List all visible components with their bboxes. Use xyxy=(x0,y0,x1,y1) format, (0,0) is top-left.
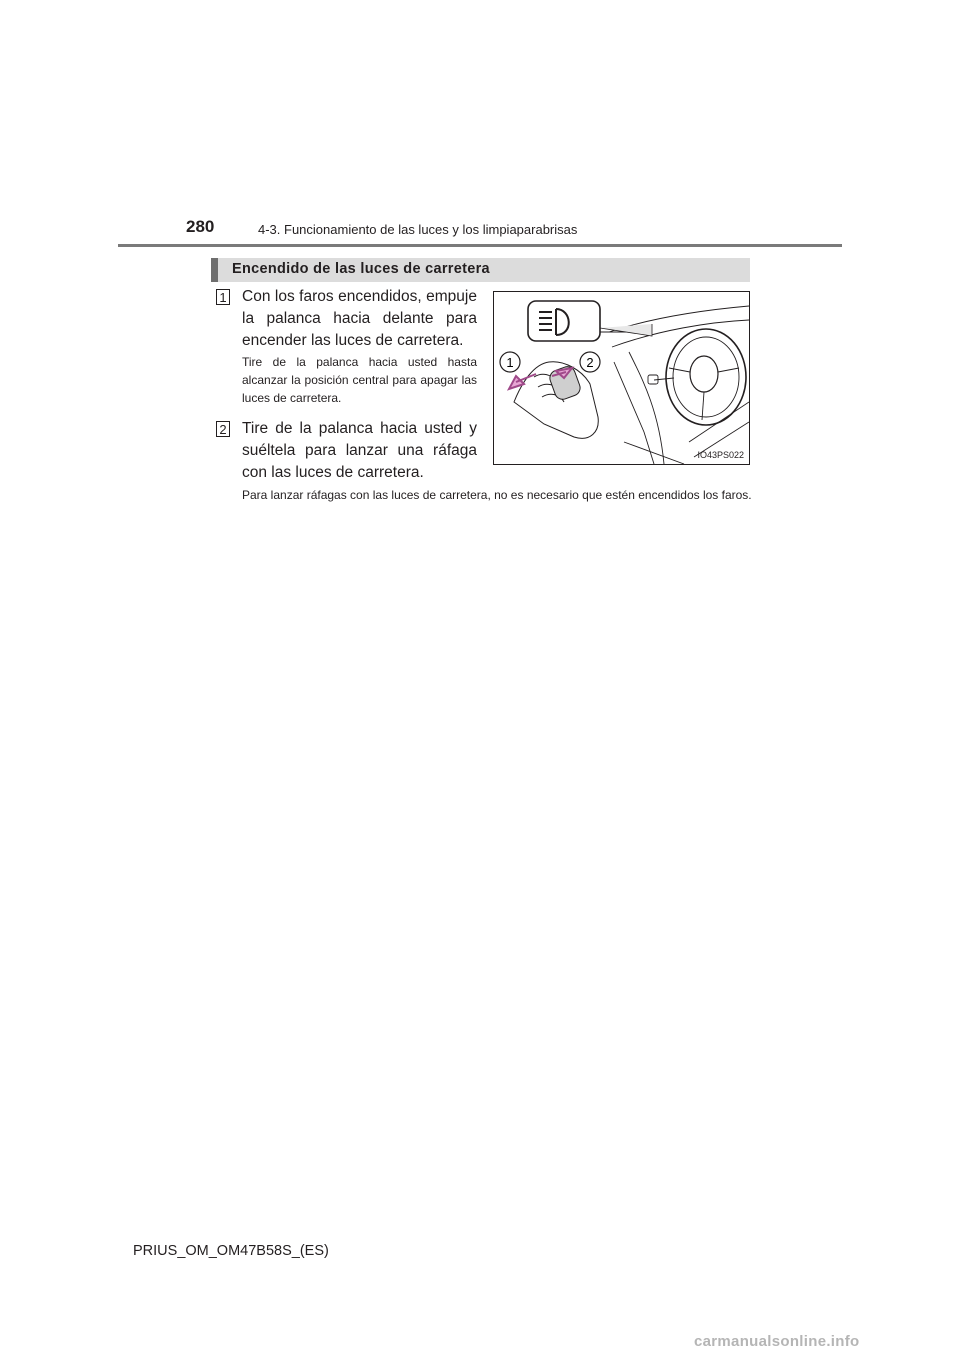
step-1-note: Tire de la palanca hacia usted hasta alcanzar la posición central para apagar las luces de carretera. xyxy=(242,355,477,405)
step-1-text: Con los faros encendidos, empuje la palanca hacia delante para encender las luces de carretera. xyxy=(242,288,477,349)
step-number-1: 1 xyxy=(216,289,230,305)
callout-1: 1 xyxy=(506,355,514,370)
footer-doc-code: PRIUS_OM_OM47B58S_(ES) xyxy=(133,1243,329,1259)
high-beam-lever-illustration xyxy=(493,291,750,465)
header-divider xyxy=(118,244,842,247)
step-number-2: 2 xyxy=(216,421,230,437)
heading-title: Encendido de las luces de carretera xyxy=(232,261,490,277)
step-2-note: Para lanzar ráfagas con las luces de carretera, no es necesario que estén encendidos los faros. xyxy=(242,488,752,502)
heading-bar xyxy=(211,258,750,282)
callout-2: 2 xyxy=(586,355,594,370)
dashboard-drawing xyxy=(494,292,749,464)
step-2-text: Tire de la palanca hacia usted y suéltela para lanzar una ráfaga con las luces de carretera. xyxy=(242,420,477,481)
page-number: 280 xyxy=(186,217,215,236)
section-title: 4-3. Funcionamiento de las luces y los limpiaparabrisas xyxy=(258,222,578,237)
watermark: carmanualsonline.info xyxy=(694,1333,860,1350)
figure-code: IO43PS022 xyxy=(697,450,744,460)
